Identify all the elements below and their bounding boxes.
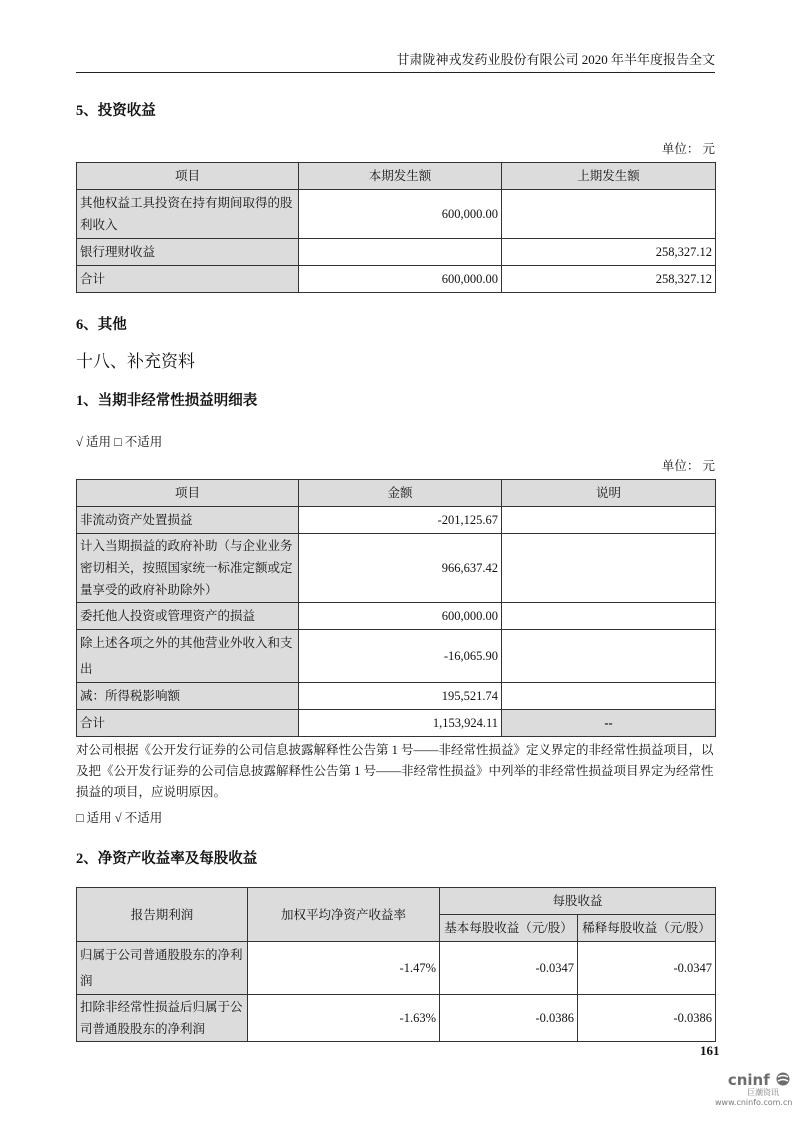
header-cell: 项目 [77, 163, 299, 190]
chapter-heading: 十八、补充资料 [76, 352, 195, 371]
item-cell: 银行理财收益 [77, 239, 299, 266]
note-cell [502, 683, 716, 710]
value-cell: -201,125.67 [299, 507, 502, 534]
section-heading: 2、净资产收益率及每股收益 [76, 851, 258, 867]
note-cell [502, 534, 716, 603]
table-row [77, 603, 716, 630]
item-cell: 扣除非经常性损益后归属于公司普通股股东的净利润 [77, 995, 248, 1042]
table-row [77, 995, 716, 1042]
table-row [77, 942, 716, 995]
header-cell: 报告期利润 [77, 888, 248, 942]
value-cell: 600,000.00 [299, 603, 502, 630]
table-header-row [77, 888, 716, 915]
value-cell: -1.47% [248, 942, 440, 995]
note-cell [502, 630, 716, 683]
header-cell: 本期发生额 [299, 163, 502, 190]
value-cell: 258,327.12 [502, 239, 716, 266]
table-header-row [77, 480, 716, 507]
section-heading: 1、当期非经常性损益明细表 [76, 393, 258, 409]
item-cell: 计入当期损益的政府补助（与企业业务密切相关，按照国家统一标准定额或定量享受的政府补助除外） [77, 534, 299, 603]
header-cell: 每股收益 [440, 888, 716, 915]
section-heading: 6、其他 [76, 317, 127, 333]
unit-label: 单位： 元 [661, 459, 715, 473]
table-row [77, 239, 716, 266]
unit-label: 单位： 元 [661, 142, 715, 156]
note-cell [502, 603, 716, 630]
table-row [77, 190, 716, 239]
section-heading: 5、投资收益 [76, 103, 156, 119]
explanation-paragraph: 对公司根据《公开发行证券的公司信息披露解释性公告第 1 号——非经常性损益》定义界定的非经常性损益项目，以及把《公开发行证券的公司信息披露解释性公告第 1 号——非经常性损益》中列举的非经常性损益项目界定为经常性损益的项目，应说明原因。 [76, 743, 714, 799]
item-cell: 归属于公司普通股股东的净利润 [77, 942, 248, 995]
cninfo-logo [715, 1072, 791, 1088]
value-cell: -0.0386 [578, 995, 716, 1042]
table-row [77, 507, 716, 534]
value-cell: 600,000.00 [299, 190, 502, 239]
table-header-row [77, 163, 716, 190]
applicable-checkbox-line: √ 适用 □ 不适用 [76, 435, 163, 449]
header-cell: 金额 [299, 480, 502, 507]
item-cell: 其他权益工具投资在持有期间取得的股利收入 [77, 190, 299, 239]
item-cell: 合计 [77, 266, 299, 293]
table-row [77, 534, 716, 603]
cninfo-watermark [715, 1072, 791, 1108]
value-cell: -0.0386 [440, 995, 578, 1042]
header-cell: 上期发生额 [502, 163, 716, 190]
header-cell: 加权平均净资产收益率 [248, 888, 440, 942]
value-cell: 1,153,924.11 [299, 710, 502, 737]
roe-eps-table [76, 887, 716, 1042]
item-cell: 除上述各项之外的其他营业外收入和支出 [77, 630, 299, 683]
header-cell: 项目 [77, 480, 299, 507]
value-cell [502, 190, 716, 239]
applicable-checkbox-line: □ 适用 √ 不适用 [76, 811, 163, 825]
item-cell: 合计 [77, 710, 299, 737]
value-cell: 195,521.74 [299, 683, 502, 710]
header-cell: 说明 [502, 480, 716, 507]
value-cell [299, 239, 502, 266]
cninfo-logo-icon [775, 1072, 791, 1086]
table-row [77, 630, 716, 683]
page-number: 161 [700, 1043, 720, 1058]
value-cell: 600,000.00 [299, 266, 502, 293]
table-row [77, 683, 716, 710]
value-cell: -0.0347 [578, 942, 716, 995]
item-cell: 减：所得税影响额 [77, 683, 299, 710]
note-cell: -- [502, 710, 716, 737]
page-header [76, 50, 715, 73]
report-title: 甘肃陇神戎发药业股份有限公司 2020 年半年度报告全文 [396, 52, 715, 67]
note-cell [502, 507, 716, 534]
investment-income-table [76, 162, 716, 293]
table-row-total [77, 266, 716, 293]
logo-subtitle: 巨潮资讯 [747, 1088, 779, 1097]
value-cell: -0.0347 [440, 942, 578, 995]
value-cell: -16,065.90 [299, 630, 502, 683]
value-cell: -1.63% [248, 995, 440, 1042]
non-recurring-gains-table [76, 479, 716, 737]
header-cell: 稀释每股收益（元/股） [578, 915, 716, 942]
header-cell: 基本每股收益（元/股） [440, 915, 578, 942]
table-row-total [77, 710, 716, 737]
item-cell: 非流动资产处置损益 [77, 507, 299, 534]
item-cell: 委托他人投资或管理资产的损益 [77, 603, 299, 630]
value-cell: 258,327.12 [502, 266, 716, 293]
logo-url: www.cninfo.com.cn [715, 1098, 793, 1107]
logo-text: cninf [727, 1071, 770, 1089]
value-cell: 966,637.42 [299, 534, 502, 603]
